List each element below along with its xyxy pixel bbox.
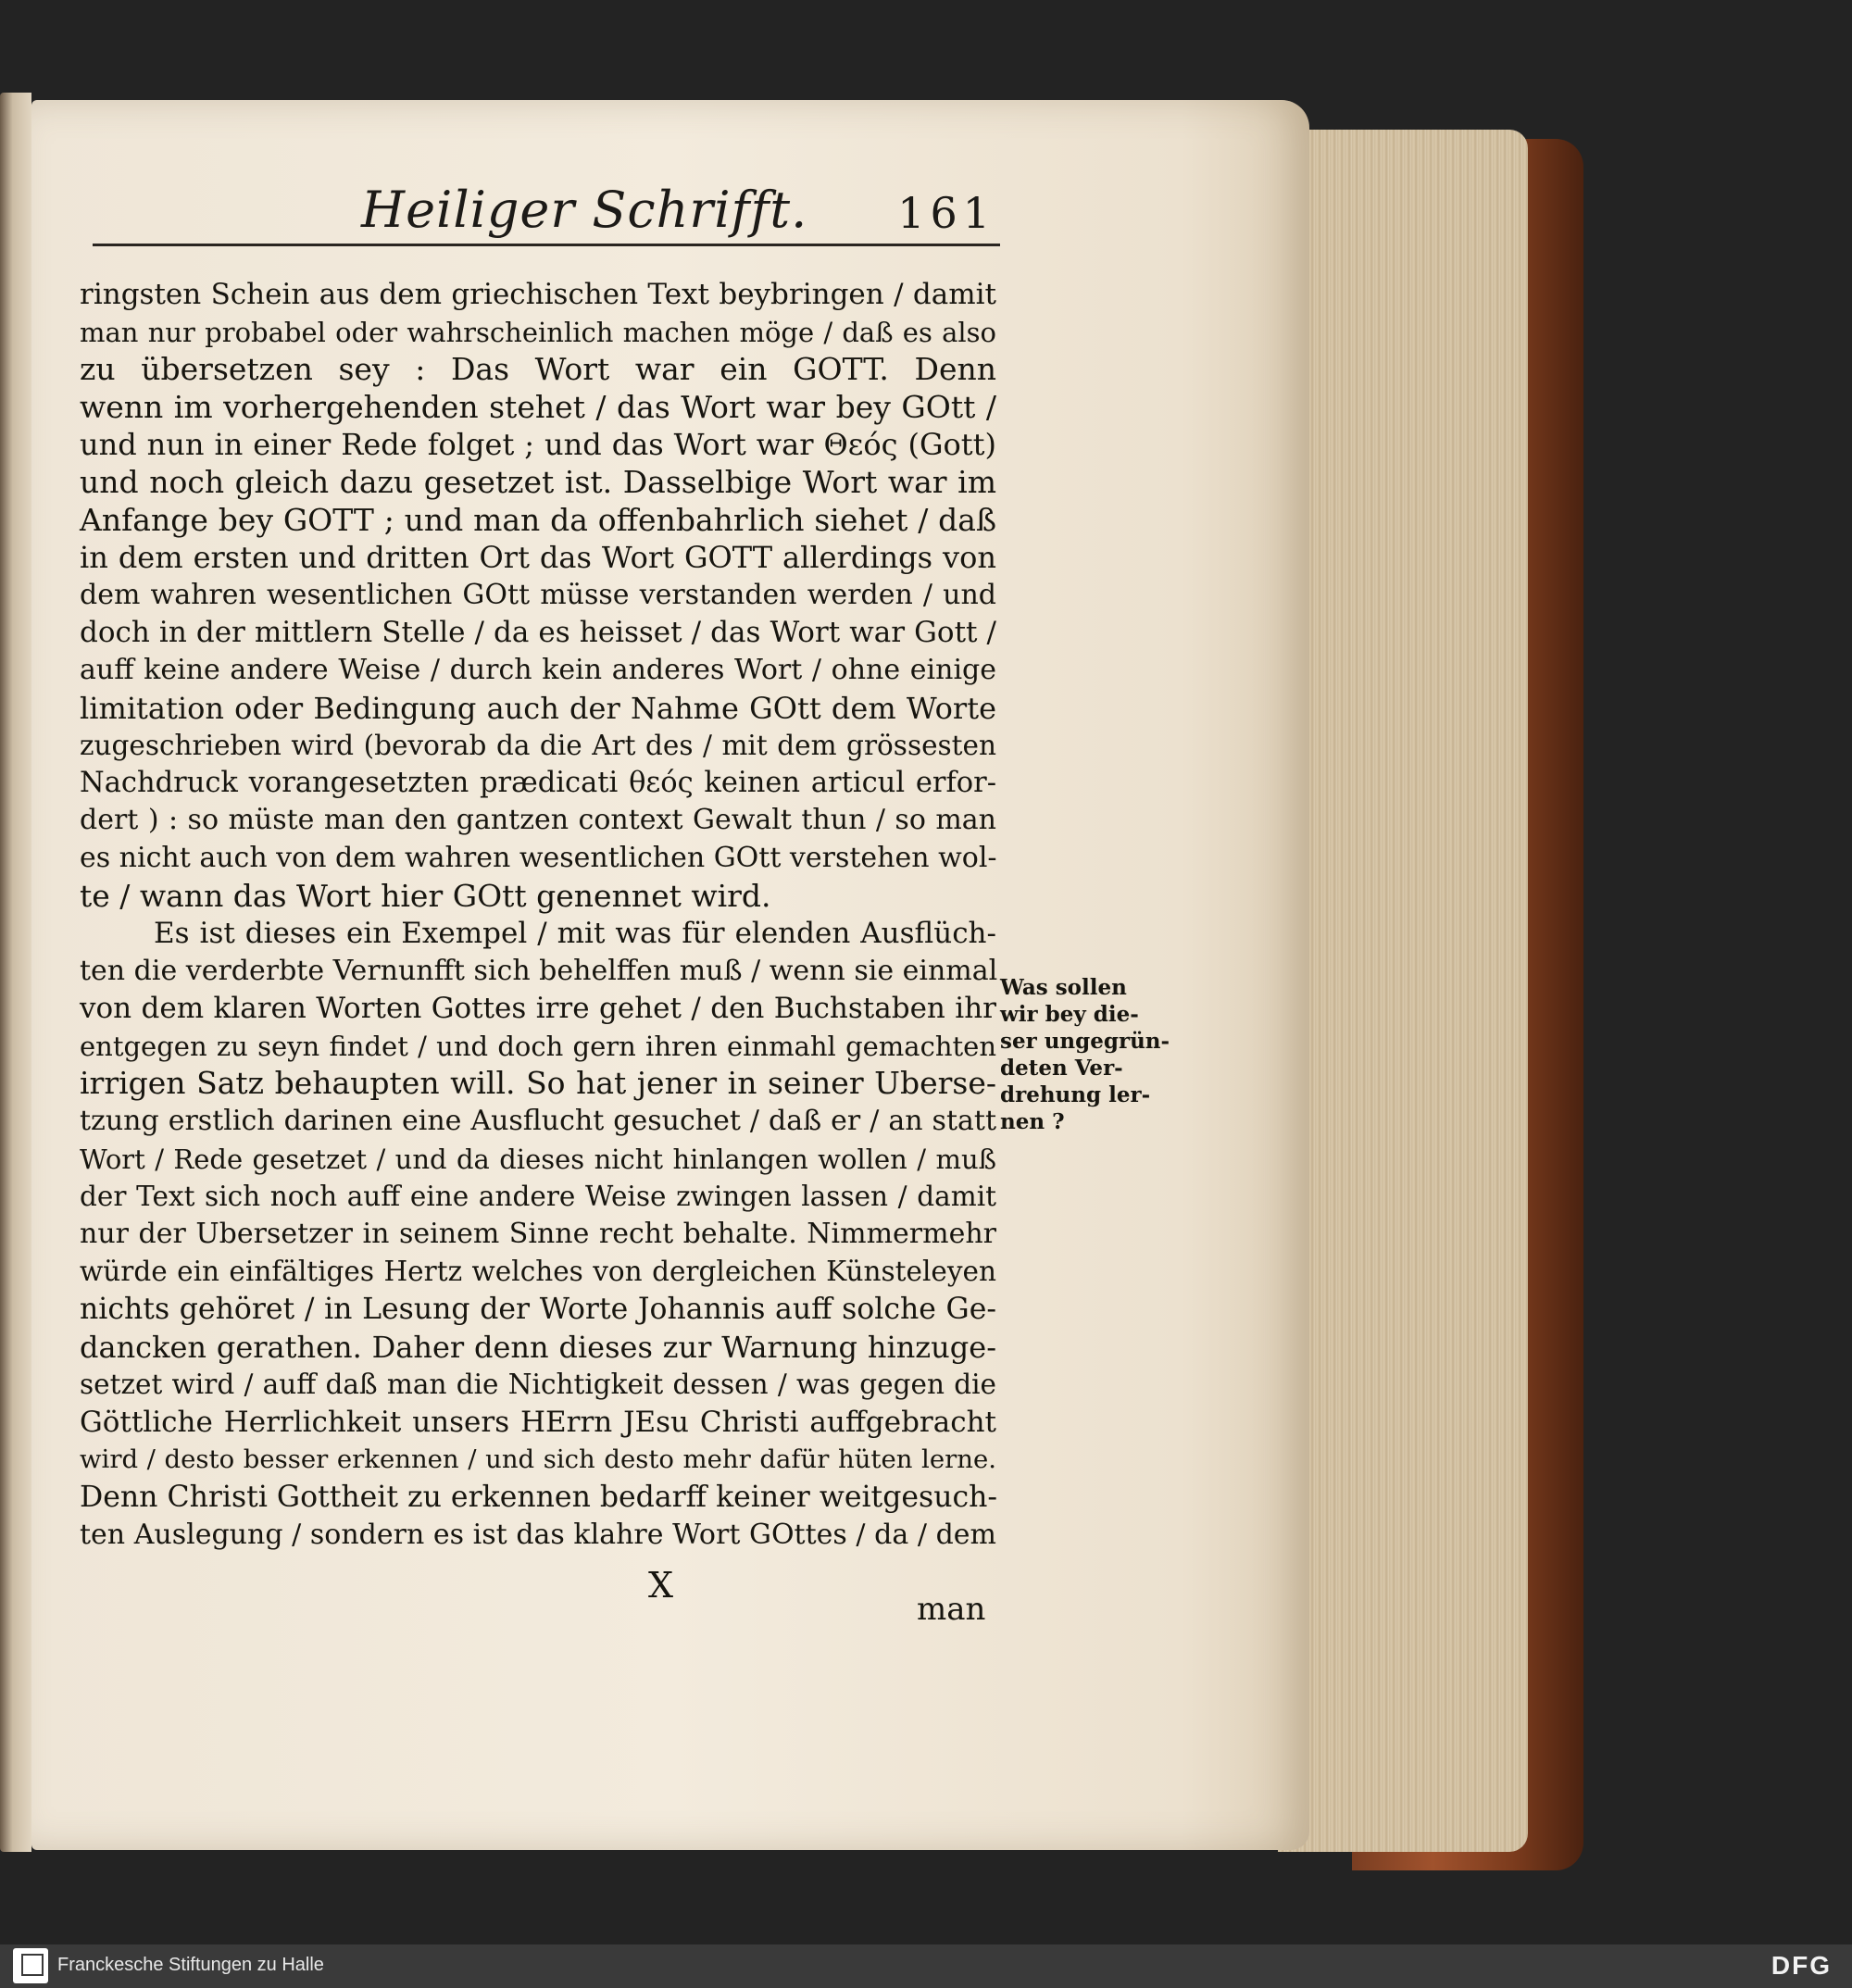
text-line: nichts gehöret / in Lesung der Worte Johannis auff solche Ge- bbox=[80, 1293, 996, 1327]
catchword: man bbox=[917, 1591, 986, 1628]
text-line: doch in der mittlern Stelle / da es heisset / das Wort war Gott / bbox=[80, 616, 996, 650]
text-line: und noch gleich dazu gesetzet ist. Dasselbige Wort war im bbox=[80, 463, 996, 500]
text-line: Denn Christi Gottheit zu erkennen bedarff keiner weitgesuch- bbox=[80, 1481, 998, 1514]
text-line: irrigen Satz behaupten will. So hat jener in seiner Uberse- bbox=[80, 1065, 996, 1102]
text-line: setzet wird / auff daß man die Nichtigkeit dessen / was gegen die bbox=[80, 1369, 996, 1401]
text-line: zugeschrieben wird (bevorab da die Art des / mit dem grössesten bbox=[80, 730, 996, 762]
dfg-logo[interactable]: DFG bbox=[1771, 1951, 1832, 1980]
text-line: in dem ersten und dritten Ort das Wort GOTT allerdings von bbox=[80, 540, 996, 576]
text-line: nur der Ubersetzer in seinem Sinne recht behalte. Nimmermehr bbox=[80, 1217, 996, 1250]
text-line: und nun in einer Rede folget ; und das Wort war Θεός (Gott) bbox=[80, 427, 996, 463]
text-line: Anfange bey GOTT ; und man da offenbahrlich siehet / daß bbox=[80, 501, 996, 538]
institution-logo-icon[interactable] bbox=[13, 1948, 48, 1983]
margin-note-line: deten Ver- bbox=[1000, 1056, 1123, 1081]
signature-mark: X bbox=[648, 1565, 674, 1606]
body-text bbox=[80, 276, 996, 1554]
text-line: ringsten Schein aus dem griechischen Text beybringen / damit bbox=[80, 278, 996, 311]
text-line: Wort / Rede gesetzet / und da dieses nicht hinlangen wollen / muß bbox=[80, 1143, 996, 1175]
text-line: te / wann das Wort hier GOtt genennet wird. bbox=[80, 877, 771, 914]
margin-note-line: drehung ler- bbox=[1000, 1082, 1151, 1107]
page-header bbox=[93, 181, 1000, 264]
text-line: Es ist dieses ein Exempel / mit was für elenden Ausflüch- bbox=[154, 917, 996, 951]
text-line: würde ein einfältiges Hertz welches von dergleichen Künsteleyen bbox=[80, 1256, 996, 1288]
text-line: ten die verderbte Vernunfft sich behelffen muß / wenn sie einmal bbox=[80, 954, 998, 987]
text-line: es nicht auch von dem wahren wesentlichen GOtt verstehen wol- bbox=[80, 841, 997, 874]
header-rule bbox=[93, 244, 1000, 246]
text-line: ten Auslegung / sondern es ist das klahre Wort GOttes / da / dem bbox=[80, 1518, 996, 1551]
text-line: man nur probabel oder wahrscheinlich machen möge / daß es also bbox=[80, 316, 996, 348]
margin-note-line: nen ? bbox=[1000, 1109, 1065, 1134]
text-line: der Text sich noch auff eine andere Weise zwingen lassen / damit bbox=[80, 1181, 996, 1213]
text-line: von dem klaren Worten Gottes irre gehet / den Buchstaben ihr bbox=[80, 992, 996, 1026]
text-line: wird / desto besser erkennen / und sich desto mehr dafür hüten lerne. bbox=[80, 1444, 996, 1475]
viewer-footer bbox=[0, 1944, 1852, 1988]
text-line: dem wahren wesentlichen GOtt müsse verstanden werden / und bbox=[80, 578, 996, 611]
text-line: limitation oder Bedingung auch der Nahme GOtt dem Worte bbox=[80, 690, 996, 726]
text-line: Nachdruck vorangesetzten prædicati θεός keinen articul erfor- bbox=[80, 766, 996, 799]
page-number: 161 bbox=[897, 188, 995, 238]
institution-name[interactable]: Franckesche Stiftungen zu Halle bbox=[57, 1955, 324, 1975]
text-line: tzung erstlich darinen eine Ausflucht gesuchet / daß er / an statt bbox=[80, 1105, 996, 1138]
margin-note-line: Was sollen bbox=[1000, 975, 1127, 1000]
text-line: auff keine andere Weise / durch kein anderes Wort / ohne einige bbox=[80, 653, 996, 686]
text-line: dancken gerathen. Daher denn dieses zur Warnung hinzuge- bbox=[80, 1329, 996, 1365]
text-line: Göttliche Herrlichkeit unsers HErrn JEsu Christi auffgebracht bbox=[80, 1405, 996, 1439]
text-line: entgegen zu seyn findet / und doch gern ihren einmahl gemachten bbox=[80, 1030, 996, 1062]
margin-note bbox=[1000, 974, 1170, 1135]
running-head: Heiliger Schrifft. bbox=[361, 181, 808, 239]
margin-note-line: ser ungegrün- bbox=[1000, 1029, 1170, 1054]
page-block-edges bbox=[1278, 130, 1528, 1852]
text-line: zu übersetzen sey : Das Wort war ein GOTT. Denn bbox=[80, 351, 996, 388]
facing-page-edge bbox=[0, 93, 31, 1852]
margin-note-line: wir bey die- bbox=[1000, 1002, 1139, 1027]
text-line: wenn im vorhergehenden stehet / das Wort war bey GOtt / bbox=[80, 388, 996, 425]
text-line: dert ) : so müste man den gantzen context Gewalt thun / so man bbox=[80, 804, 996, 837]
